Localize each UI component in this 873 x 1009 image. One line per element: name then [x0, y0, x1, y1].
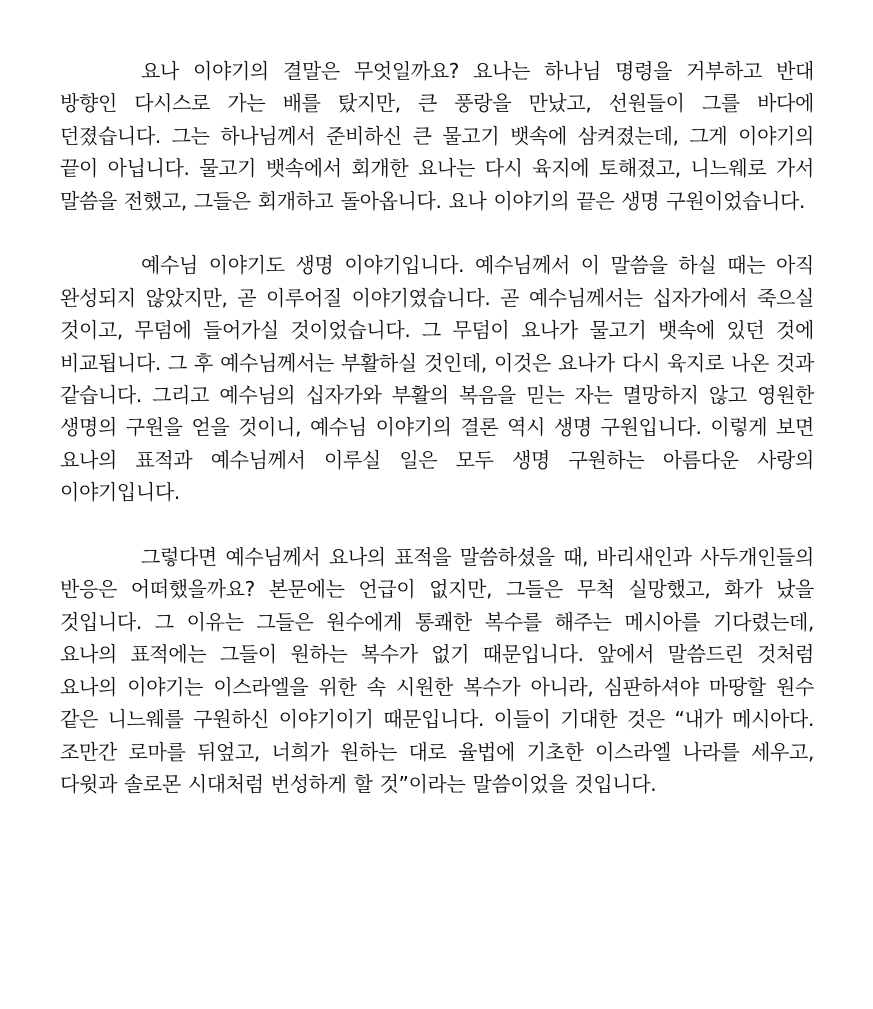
paragraph-jonah-ending: 요나 이야기의 결말은 무엇일까요? 요나는 하나님 명령을 거부하고 반대 방향인 다시스로 가는 배를 탔지만, 큰 풍랑을 만났고, 선원들이 그를 바다에 던졌습니다. 그는 하나님께서 준비하신 큰 물고기 뱃속에 삼켜졌는데, 그게 이야기의 끝이 아닙니다. 물고기 뱃속에서 회개한 요나는 다시 육지에 토해졌고, 니느웨로 가서 말씀을 전했고, 그들은 회개하고 돌아옵니다. 요나 이야기의 끝은 생명 구원이었습니다. — [60, 59, 814, 213]
paragraph-jesus-story: 예수님 이야기도 생명 이야기입니다. 예수님께서 이 말씀을 하실 때는 아직 완성되지 않았지만, 곧 이루어질 이야기였습니다. 곧 예수님께서는 십자가에서 죽으실 것이고, 무덤에 들어가실 것이었습니다. 그 무덤이 요나가 물고기 뱃속에 있던 것에 비교됩니다. 그 후 예수님께서는 부활하실 것인데, 이것은 요나가 다시 육지로 나온 것과 같습니다. 그리고 예수님의 십자가와 부활의 복음을 믿는 자는 멸망하지 않고 영원한 생명의 구원을 얻을 것이니, 예수님 이야기의 결론 역시 생명 구원입니다. 이렇게 보면 요나의 표적과 예수님께서 이루실 일은 모두 생명 구원하는 아름다운 사랑의 이야기입니다. — [60, 253, 814, 505]
document-page — [60, 55, 814, 800]
paragraph-pharisees-reaction: 그렇다면 예수님께서 요나의 표적을 말씀하셨을 때, 바리새인과 사두개인들의 반응은 어떠했을까요? 본문에는 언급이 없지만, 그들은 무척 실망했고, 화가 났을 것입니다. 그 이유는 그들은 원수에게 통쾌한 복수를 해주는 메시아를 기다렸는데, 요나의 표적에는 그들이 원하는 복수가 없기 때문입니다. 앞에서 말씀드린 것처럼 요나의 이야기는 이스라엘을 위한 속 시원한 복수가 아니라, 심판하셔야 마땅할 원수 같은 니느웨를 구원하신 이야기이기 때문입니다. 이들이 기대한 것은 “내가 메시아다. 조만간 로마를 뒤엎고, 너희가 원하는 대로 율법에 기초한 이스라엘 나라를 세우고, 다윗과 솔로몬 시대처럼 번성하게 할 것”이라는 말씀이었을 것입니다. — [60, 545, 814, 796]
